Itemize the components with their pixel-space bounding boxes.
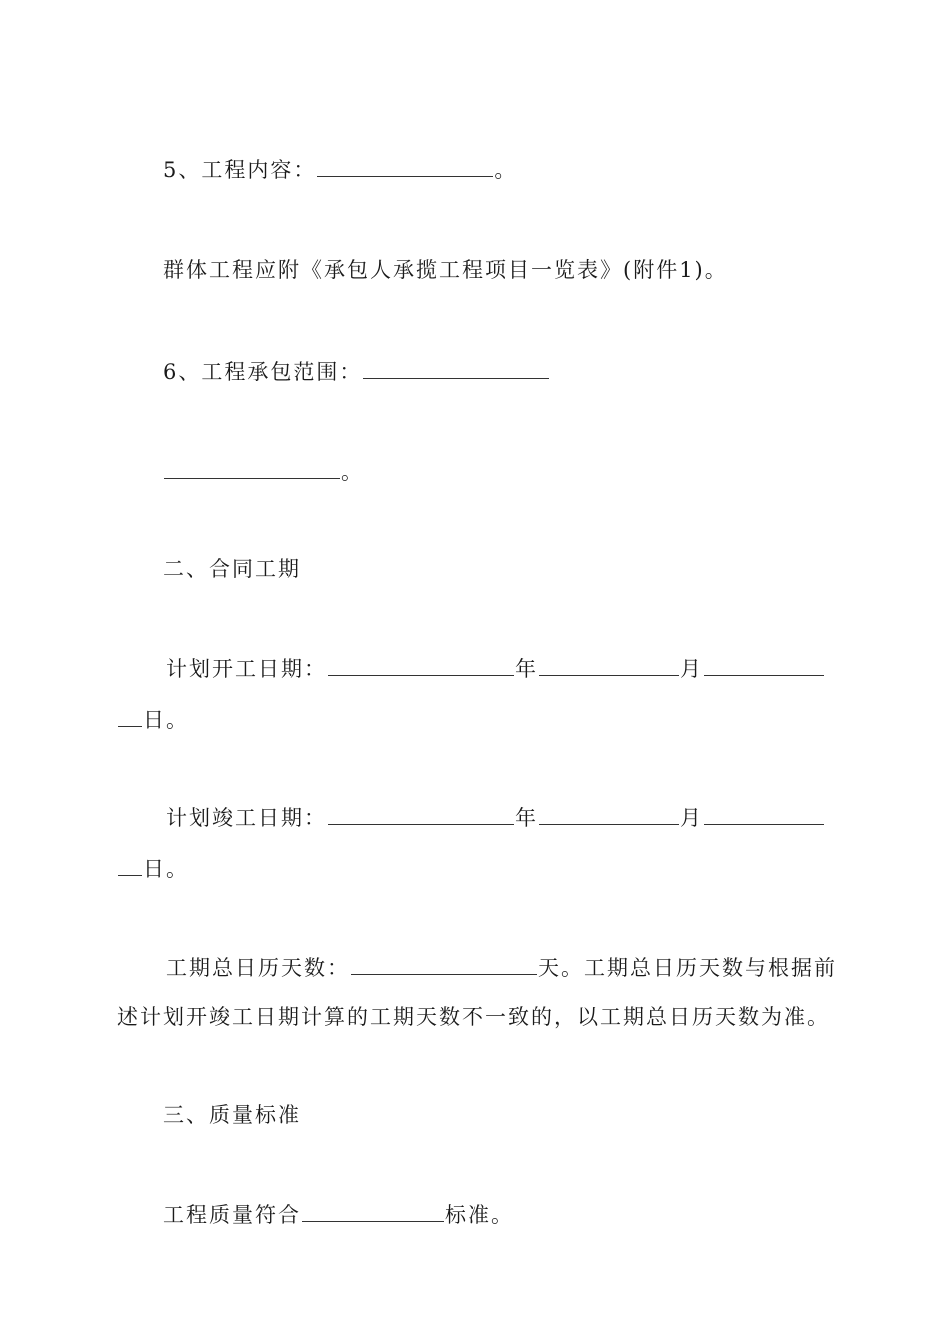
project-content-line: [163, 156, 517, 184]
project-content-blank[interactable]: [317, 156, 493, 177]
day-label: 日。: [143, 708, 189, 732]
planned-completion-date-continuation: [117, 855, 189, 883]
group-project-note: [163, 256, 728, 284]
planned-completion-date-line: [166, 804, 825, 832]
total-calendar-days-continuation: [117, 1003, 830, 1031]
period-mark: 。: [494, 158, 518, 182]
total-days-note: 述计划开竣工日期计算的工期天数不一致的，以工期总日历天数为准。: [117, 1005, 830, 1029]
group-project-text: 群体工程应附《承包人承揽工程项目一览表》(附件1)。: [163, 258, 728, 282]
contract-scope-blank-1[interactable]: [363, 358, 549, 379]
month-label: 月: [680, 806, 703, 830]
section-heading-contract-period: [163, 555, 301, 583]
day-label: 日。: [143, 857, 189, 881]
planned-start-label: 计划开工日期：: [166, 657, 327, 681]
planned-completion-label: 计划竣工日期：: [166, 806, 327, 830]
completion-day-blank-cont[interactable]: [118, 855, 142, 876]
completion-day-blank[interactable]: [704, 804, 824, 825]
section-title: 二、合同工期: [163, 557, 301, 581]
planned-start-date-continuation: [117, 706, 189, 734]
start-day-blank[interactable]: [704, 655, 824, 676]
contract-scope-blank-2[interactable]: [164, 458, 340, 479]
contract-scope-label: 6、工程承包范围：: [163, 360, 363, 384]
total-days-label: 工期总日历天数：: [166, 956, 350, 980]
quality-standard-line: [163, 1201, 514, 1229]
start-year-blank[interactable]: [328, 655, 514, 676]
year-label: 年: [515, 657, 538, 681]
quality-standard-blank[interactable]: [302, 1201, 444, 1222]
quality-label: 工程质量符合: [163, 1203, 301, 1227]
year-label: 年: [515, 806, 538, 830]
completion-month-blank[interactable]: [539, 804, 679, 825]
start-day-blank-cont[interactable]: [118, 706, 142, 727]
completion-year-blank[interactable]: [328, 804, 514, 825]
standard-label: 标准。: [445, 1203, 514, 1227]
total-days-text: 天。工期总日历天数与根据前: [538, 956, 837, 980]
contract-scope-line: [163, 358, 550, 386]
planned-start-date-line: [166, 655, 825, 683]
total-days-blank[interactable]: [351, 954, 537, 975]
project-content-label: 5、工程内容：: [163, 158, 317, 182]
period-mark: 。: [341, 460, 364, 484]
section-heading-quality-standard: [163, 1101, 301, 1129]
start-month-blank[interactable]: [539, 655, 679, 676]
section-title: 三、质量标准: [163, 1103, 301, 1127]
contract-scope-continuation: [163, 458, 364, 486]
total-calendar-days-line: [166, 954, 837, 982]
month-label: 月: [680, 657, 703, 681]
